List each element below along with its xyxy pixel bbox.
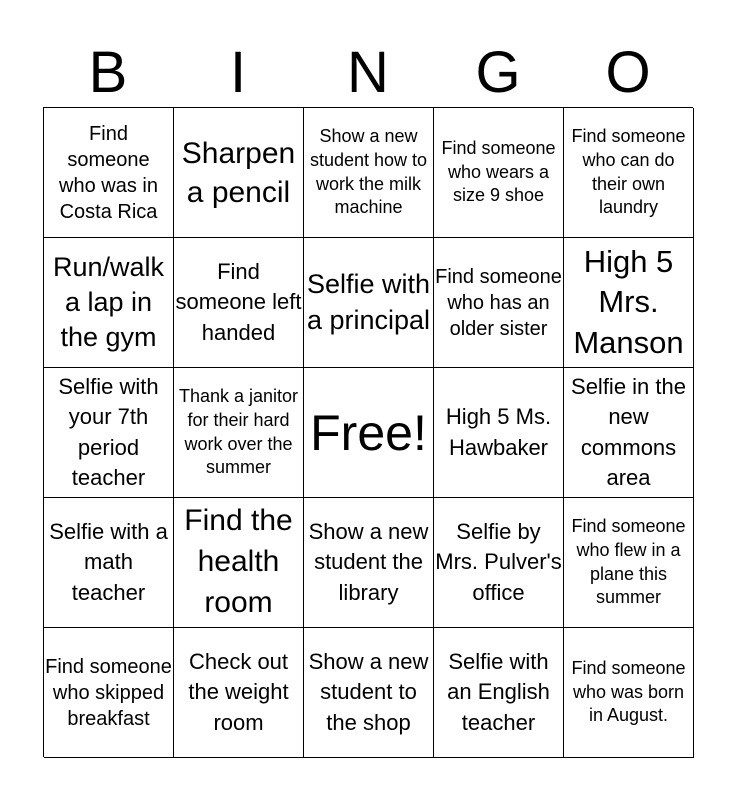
bingo-square[interactable]	[174, 498, 304, 628]
bingo-square[interactable]	[564, 628, 694, 758]
square-text: Find someone who flew in a plane this summer	[571, 515, 686, 608]
square-text: Selfie by Mrs. Pulver's office	[435, 518, 562, 605]
bingo-square[interactable]	[434, 628, 564, 758]
bingo-square[interactable]	[44, 498, 174, 628]
header-letter-i: I	[229, 40, 247, 105]
square-text: Selfie with your 7th period teacher	[58, 373, 159, 490]
bingo-square[interactable]	[304, 108, 434, 238]
bingo-square[interactable]	[434, 498, 564, 628]
header-letter-n: N	[347, 40, 389, 105]
bingo-square[interactable]	[174, 628, 304, 758]
bingo-square[interactable]	[564, 368, 694, 498]
square-text: Sharpen a pencil	[181, 136, 296, 209]
square-text: Find someone who was born in August.	[571, 657, 686, 726]
bingo-board	[43, 107, 693, 757]
header-letter-o: O	[605, 40, 651, 105]
square-text: Run/walk a lap in the gym	[52, 251, 165, 353]
square-text: Find someone who can do their own laundry	[571, 125, 686, 218]
free-square-text: Free!	[310, 404, 427, 461]
bingo-square[interactable]	[564, 108, 694, 238]
free-square[interactable]	[304, 368, 434, 498]
bingo-square[interactable]	[304, 238, 434, 368]
bingo-square[interactable]	[44, 238, 174, 368]
square-text: Find someone who skipped breakfast	[45, 655, 172, 730]
bingo-square[interactable]	[304, 628, 434, 758]
square-text: Selfie with a math teacher	[49, 518, 168, 605]
square-text: Find the health room	[184, 504, 293, 619]
bingo-square[interactable]	[44, 108, 174, 238]
bingo-header	[43, 40, 693, 106]
bingo-square[interactable]	[304, 498, 434, 628]
bingo-square[interactable]	[434, 238, 564, 368]
square-text: Thank a janitor for their hard work over the summer	[178, 385, 299, 478]
square-text: Find someone left handed	[175, 258, 302, 345]
square-text: Show a new student to the shop	[308, 648, 429, 735]
bingo-square[interactable]	[174, 108, 304, 238]
square-text: Find someone who has an older sister	[435, 265, 562, 340]
bingo-square[interactable]	[174, 238, 304, 368]
bingo-square[interactable]	[434, 108, 564, 238]
square-text: High 5 Mrs. Manson	[573, 244, 684, 360]
square-text: Show a new student the library	[308, 518, 429, 605]
square-text: Selfie with an English teacher	[447, 648, 550, 735]
bingo-square[interactable]	[44, 628, 174, 758]
bingo-square[interactable]	[564, 238, 694, 368]
bingo-square[interactable]	[174, 368, 304, 498]
square-text: Find someone who was in Costa Rica	[59, 122, 158, 223]
bingo-square[interactable]	[434, 368, 564, 498]
square-text: Selfie in the new commons area	[571, 373, 686, 490]
bingo-square[interactable]	[44, 368, 174, 498]
bingo-square[interactable]	[564, 498, 694, 628]
square-text: Find someone who wears a size 9 shoe	[441, 137, 556, 206]
square-text: Check out the weight room	[188, 648, 289, 735]
square-text: Show a new student how to work the milk machine	[309, 125, 428, 218]
square-text: Selfie with a principal	[306, 269, 431, 335]
square-text: High 5 Ms. Hawbaker	[445, 404, 552, 460]
header-letter-g: G	[475, 40, 521, 105]
header-letter-b: B	[88, 40, 128, 105]
